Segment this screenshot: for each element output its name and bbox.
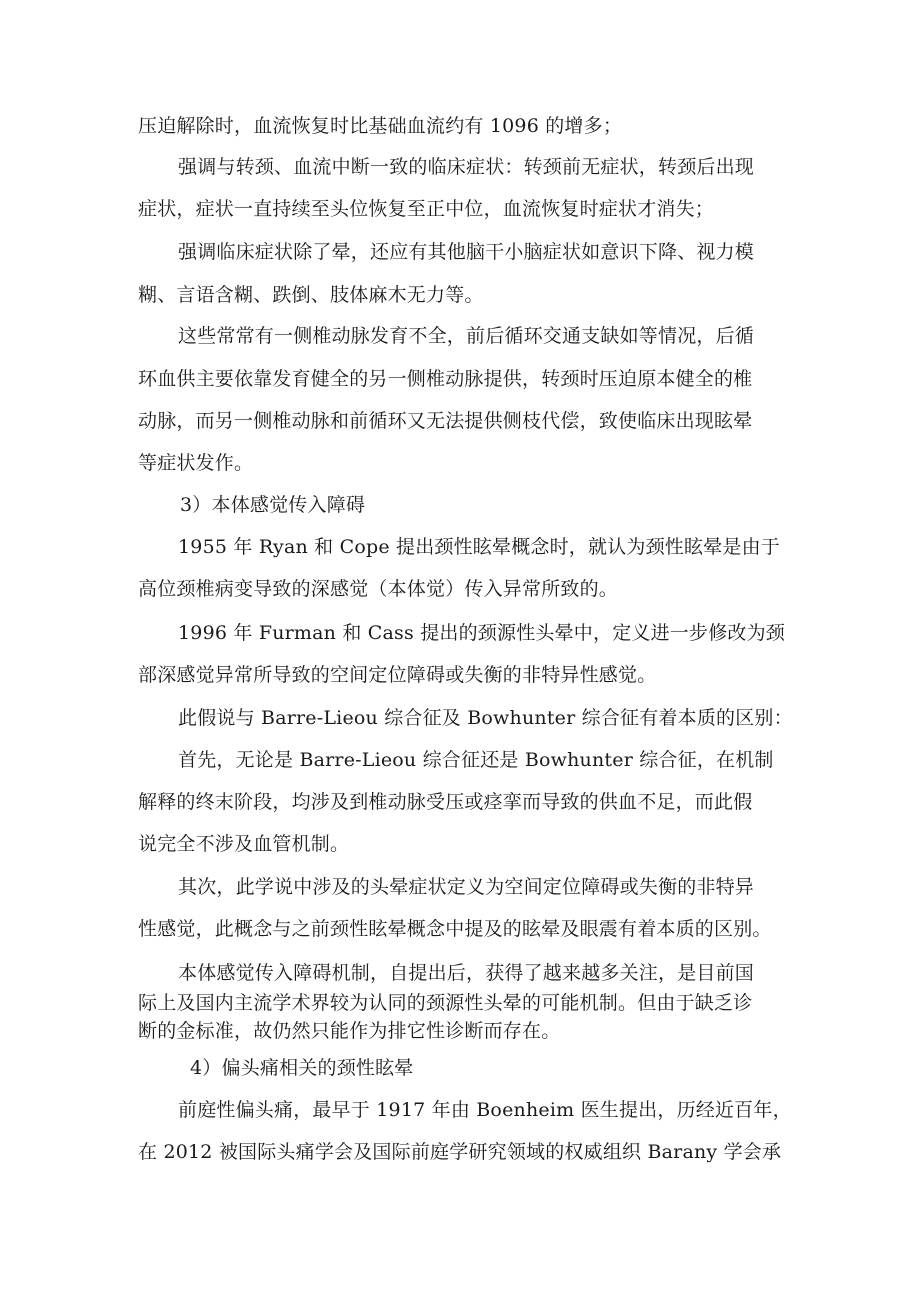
text-line: 强调与转颈、血流中断一致的临床症状：转颈前无症状，转颈后出现 (178, 156, 755, 178)
text-line: 高位颈椎病变导致的深感觉（本体觉）传入异常所致的。 (138, 578, 619, 600)
text-line: 动脉，而另一侧椎动脉和前循环又无法提供侧枝代偿，致使临床出现眩晕 (138, 410, 753, 432)
section-heading: 4）偏头痛相关的颈性眩晕 (190, 1057, 414, 1079)
text-line: 其次，此学说中涉及的头晕症状定义为空间定位障碍或失衡的非特异 (178, 876, 755, 898)
text-line: 症状，症状一直持续至头位恢复至正中位，血流恢复时症状才消失； (138, 198, 715, 220)
text-line: 在 2012 被国际头痛学会及国际前庭学研究领域的权威组织 Barany 学会承 (138, 1141, 782, 1163)
text-line: 部深感觉异常所导致的空间定位障碍或失衡的非特异性感觉。 (138, 664, 657, 686)
text-line: 前庭性偏头痛，最早于 1917 年由 Boenheim 医生提出，历经近百年， (178, 1099, 792, 1121)
text-line: 解释的终末阶段，均涉及到椎动脉受压或痉挛而导致的供血不足，而此假 (138, 791, 753, 813)
text-line: 环血供主要依靠发育健全的另一侧椎动脉提供，转颈时压迫原本健全的椎 (138, 368, 753, 390)
text-line: 1955 年 Ryan 和 Cope 提出颈性眩晕概念时，就认为颈性眩晕是由于 (178, 536, 781, 558)
text-line: 性感觉，此概念与之前颈性眩晕概念中提及的眩晕及眼震有着本质的区别。 (138, 918, 772, 940)
text-line: 此假说与 Barre-Lieou 综合征及 Bowhunter 综合征有着本质的区别： (178, 707, 793, 729)
section-heading: 3）本体感觉传入障碍 (180, 494, 366, 516)
text-line: 糊、言语含糊、跌倒、肢体麻木无力等。 (138, 284, 484, 306)
text-line: 1996 年 Furman 和 Cass 提出的颈源性头晕中，定义进一步修改为颈 (178, 622, 786, 644)
text-line: 强调临床症状除了晕，还应有其他脑干小脑症状如意识下降、视力模 (178, 241, 755, 263)
text-line: 首先，无论是 Barre-Lieou 综合征还是 Bowhunter 综合征，在机制 (178, 749, 774, 771)
text-line: 等症状发作。 (138, 452, 254, 474)
text-line: 这些常常有一侧椎动脉发育不全，前后循环交通支缺如等情况，后循 (178, 325, 755, 347)
text-line: 压迫解除时，血流恢复时比基础血流约有 1096 的增多； (138, 115, 623, 137)
text-line: 本体感觉传入障碍机制，自提出后，获得了越来越多关注，是目前国 (178, 962, 755, 984)
text-line: 断的金标准，故仍然只能作为排它性诊断而存在。 (138, 1020, 561, 1042)
text-line: 际上及国内主流学术界较为认同的颈源性头晕的可能机制。但由于缺乏诊 (138, 992, 753, 1014)
text-line: 说完全不涉及血管机制。 (138, 833, 350, 855)
